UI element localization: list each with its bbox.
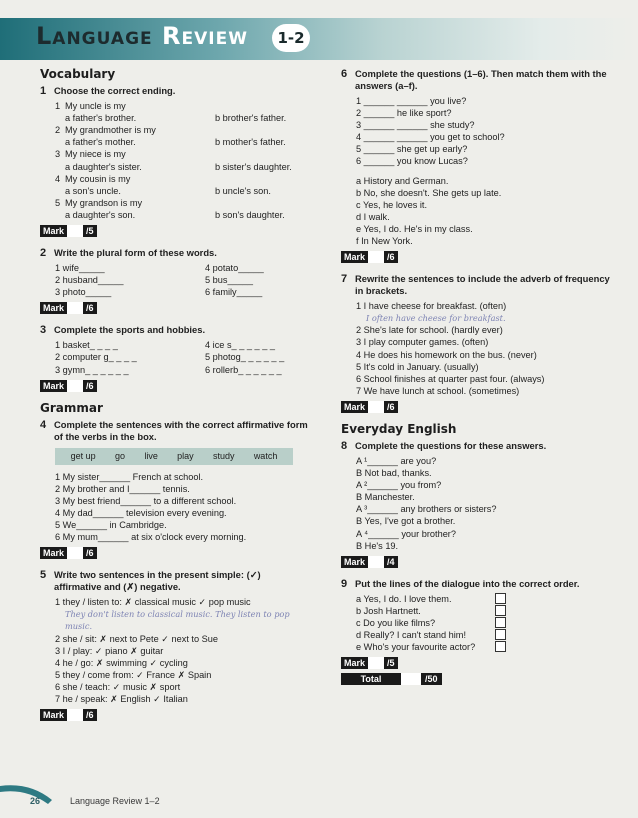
score-input[interactable] xyxy=(368,401,384,413)
dialogue-line: B Not bad, thanks. xyxy=(356,468,432,479)
mark-label: Mark xyxy=(341,556,368,568)
page-title xyxy=(36,22,248,50)
word-item[interactable]: 6 family_____ xyxy=(205,287,263,298)
sentence-item[interactable]: 6 My mum______ at six o'clock every morning. xyxy=(55,532,247,543)
exercise-6-answers xyxy=(341,175,611,248)
exercise-number: 3 xyxy=(40,324,47,337)
option-a[interactable]: a father's brother. xyxy=(65,113,137,124)
exercise-number: 8 xyxy=(341,439,348,452)
order-checkbox[interactable] xyxy=(495,593,506,604)
sentence-item[interactable]: 1 I have cheese for breakfast. (often) xyxy=(356,301,507,312)
item-stem: My niece is my xyxy=(65,149,126,160)
verb-option: get up xyxy=(70,451,96,462)
exercise-instruction: Write the plural form of these words. xyxy=(54,247,217,259)
word-item[interactable]: 2 computer g_ _ _ _ xyxy=(55,352,137,363)
exercise-5 xyxy=(40,569,308,721)
exercise-8-dialogue xyxy=(341,455,611,552)
exercise-number: 2 xyxy=(40,247,47,260)
mark-label: Mark xyxy=(40,380,67,392)
word-item[interactable]: 3 gymn_ _ _ _ _ _ xyxy=(55,364,129,375)
item-stem: My cousin is my xyxy=(65,173,131,184)
dialogue-line[interactable]: A ²______ you from? xyxy=(356,480,442,491)
answer-item: a History and German. xyxy=(356,175,449,186)
dialogue-line: B He's 19. xyxy=(356,540,399,551)
exercise-9 xyxy=(341,578,611,669)
dialogue-line: B Yes, I've got a brother. xyxy=(356,516,456,527)
option-b[interactable]: b son's daughter. xyxy=(215,209,285,220)
dialogue-line: c Do you like films? xyxy=(356,617,436,628)
mark-box xyxy=(341,251,611,263)
exercise-1-items xyxy=(40,100,308,221)
score-input[interactable] xyxy=(67,380,83,392)
prompt-item[interactable]: 7 he / speak: ✗ English ✓ Italian xyxy=(55,694,188,704)
answer-item: e Yes, I do. He's in my class. xyxy=(356,223,473,234)
word-item[interactable]: 2 husband_____ xyxy=(55,275,124,286)
question-item[interactable]: 6 ______ you know Lucas? xyxy=(356,156,468,167)
grammar-heading: Grammar xyxy=(40,400,103,415)
word-item[interactable]: 3 photo_____ xyxy=(55,287,112,298)
option-b[interactable]: b mother's father. xyxy=(215,137,286,148)
item-number: 3 xyxy=(55,149,61,160)
dialogue-line[interactable]: A ³______ any brothers or sisters? xyxy=(356,504,497,515)
total-max: /50 xyxy=(421,673,442,685)
max-score: /6 xyxy=(384,401,398,413)
word-item[interactable]: 5 bus_____ xyxy=(205,275,254,286)
exercise-number: 1 xyxy=(40,85,47,98)
exercise-number: 6 xyxy=(341,68,348,80)
sentence-item[interactable]: 4 My dad______ television every evening. xyxy=(55,507,227,518)
mark-label: Mark xyxy=(40,302,67,314)
dialogue-line[interactable]: A ⁴______ your brother? xyxy=(356,528,456,539)
vocabulary-heading: Vocabulary xyxy=(40,67,116,81)
exercise-instruction: Rewrite the sentences to include the adverb of frequency in brackets. xyxy=(355,273,610,297)
score-input[interactable] xyxy=(67,225,83,237)
sentence-item[interactable]: 5 It's cold in January. (usually) xyxy=(356,361,479,372)
sentence-item[interactable]: 7 We have lunch at school. (sometimes) xyxy=(356,385,520,396)
mark-box xyxy=(341,556,611,568)
exercise-9-lines xyxy=(341,593,611,653)
sentence-item[interactable]: 2 She's late for school. (hardly ever) xyxy=(356,325,503,336)
dialogue-line: e Who's your favourite actor? xyxy=(356,642,476,653)
score-input[interactable] xyxy=(67,709,83,721)
word-item[interactable]: 1 basket_ _ _ _ xyxy=(55,340,118,351)
handwritten-example: They don't listen to classical music. They listen to pop music. xyxy=(65,609,290,632)
exercise-number: 9 xyxy=(341,577,348,590)
dialogue-line[interactable]: A ¹______ are you? xyxy=(356,455,437,466)
dialogue-line: a Yes, I do. I love them. xyxy=(356,593,452,604)
exercise-7 xyxy=(341,273,611,413)
item-number: 4 xyxy=(55,173,61,184)
mark-box xyxy=(341,657,611,669)
mark-label: Mark xyxy=(341,657,368,669)
max-score: /6 xyxy=(83,302,97,314)
total-input[interactable] xyxy=(401,673,421,685)
exercise-4 xyxy=(40,419,308,560)
order-checkbox[interactable] xyxy=(495,641,506,652)
exercise-instruction: Complete the sentences with the correct affirmative form of the verbs in the box. xyxy=(54,418,308,442)
prompt-item[interactable]: 6 she / teach: ✓ music ✗ sport xyxy=(55,681,181,692)
exercise-7-items xyxy=(341,300,611,397)
mark-label: Mark xyxy=(40,547,67,559)
score-input[interactable] xyxy=(67,547,83,559)
option-b[interactable]: b uncle's son. xyxy=(215,185,271,196)
exercise-4-items xyxy=(40,471,308,544)
exercise-6-questions xyxy=(341,95,611,168)
sentence-item[interactable]: 1 My sister______ French at school. xyxy=(55,471,204,482)
score-input[interactable] xyxy=(368,657,384,669)
word-item[interactable]: 6 rollerb_ _ _ _ _ _ xyxy=(205,364,282,375)
order-checkbox[interactable] xyxy=(495,629,506,640)
title-review: Review xyxy=(162,22,248,50)
dialogue-line: b Josh Hartnett. xyxy=(356,605,421,616)
verb-option: play xyxy=(177,451,194,462)
word-item[interactable]: 1 wife_____ xyxy=(55,263,105,274)
sentence-item[interactable]: 3 My best friend______ to a different school. xyxy=(55,495,237,506)
title-language: Language xyxy=(36,22,153,50)
exercise-instruction: Complete the questions for these answers. xyxy=(355,439,547,451)
order-checkbox[interactable] xyxy=(495,605,506,616)
sentence-item[interactable]: 6 School finishes at quarter past four. (always) xyxy=(356,373,545,384)
mark-box xyxy=(40,302,308,314)
max-score: /5 xyxy=(384,657,398,669)
exercise-instruction: Write two sentences in the present simple: (✓) affirmative and (✗) negative. xyxy=(54,569,261,593)
right-column xyxy=(341,68,611,685)
max-score: /6 xyxy=(83,547,97,559)
exercise-8 xyxy=(341,440,611,568)
sentence-item[interactable]: 4 He does his homework on the bus. (never) xyxy=(356,349,537,360)
total-score-box xyxy=(341,673,611,685)
option-a[interactable]: a daughter's sister. xyxy=(65,161,142,172)
word-item[interactable]: 5 photog_ _ _ _ _ _ xyxy=(205,352,285,363)
item-number: 1 xyxy=(55,101,61,112)
item-stem: My uncle is my xyxy=(65,101,126,112)
mark-box xyxy=(341,401,611,413)
order-checkbox[interactable] xyxy=(495,617,506,628)
verb-box xyxy=(55,448,293,465)
page-number: 26 xyxy=(30,796,41,806)
unit-badge: 1-2 xyxy=(272,24,310,52)
max-score: /6 xyxy=(384,251,398,263)
exercise-instruction: Put the lines of the dialogue into the correct order. xyxy=(355,577,580,589)
question-item[interactable]: 5 ______ she get up early? xyxy=(356,144,468,155)
answer-item: b No, she doesn't. She gets up late. xyxy=(356,187,502,198)
verb-option: go xyxy=(115,451,126,462)
dialogue-line: d Really? I can't stand him! xyxy=(356,630,467,640)
mark-box xyxy=(40,547,308,559)
prompt-item[interactable]: 1 they / listen to: ✗ classical music ✓ pop music xyxy=(55,597,251,608)
question-item[interactable]: 3 ______ ______ she study? xyxy=(356,120,475,131)
item-stem: My grandson is my xyxy=(65,197,143,208)
exercise-instruction: Choose the correct ending. xyxy=(54,85,176,97)
sentence-item[interactable]: 2 My brother and I______ tennis. xyxy=(55,483,190,494)
prompt-item[interactable]: 3 I / play: ✓ piano ✗ guitar xyxy=(55,645,164,656)
exercise-3 xyxy=(40,324,308,391)
option-b[interactable]: b sister's daughter. xyxy=(215,161,292,172)
mark-label: Mark xyxy=(341,401,368,413)
max-score: /6 xyxy=(83,380,97,392)
exercise-1 xyxy=(40,85,308,237)
verb-option: watch xyxy=(253,451,278,462)
item-stem: My grandmother is my xyxy=(65,125,156,136)
exercise-number: 7 xyxy=(341,273,348,286)
prompt-item[interactable]: 2 she / sit: ✗ next to Pete ✓ next to Sue xyxy=(55,633,218,644)
exercise-number: 5 xyxy=(40,569,47,582)
prompt-item[interactable]: 5 they / come from: ✓ France ✗ Spain xyxy=(55,669,212,680)
answer-item: c Yes, he loves it. xyxy=(356,199,427,210)
exercise-6 xyxy=(341,68,611,263)
mark-label: Mark xyxy=(341,251,368,263)
exercise-number: 4 xyxy=(40,418,47,431)
score-input[interactable] xyxy=(67,302,83,314)
sentence-item[interactable]: 3 I play computer games. (often) xyxy=(356,337,489,348)
exercise-2-items xyxy=(40,262,308,298)
question-item[interactable]: 1 ______ ______ you live? xyxy=(356,96,467,106)
word-item[interactable]: 4 potato_____ xyxy=(205,263,264,274)
max-score: /5 xyxy=(83,225,97,237)
answer-item: d I walk. xyxy=(356,211,390,222)
mark-box xyxy=(40,380,308,392)
max-score: /6 xyxy=(83,709,97,721)
exercise-3-items xyxy=(40,339,308,375)
option-a[interactable]: a daughter's son. xyxy=(65,209,136,220)
mark-box xyxy=(40,225,308,237)
max-score: /4 xyxy=(384,556,398,568)
exercise-instruction: Complete the questions (1–6). Then match them with the answers (a–f). xyxy=(355,68,607,91)
footer-label: Language Review 1–2 xyxy=(70,796,160,806)
option-b[interactable]: b brother's father. xyxy=(215,113,287,124)
exercise-5-items xyxy=(40,596,308,705)
option-a[interactable]: a father's mother. xyxy=(65,137,136,148)
mark-label: Mark xyxy=(40,225,67,237)
option-a[interactable]: a son's uncle. xyxy=(65,185,121,196)
verb-option: live xyxy=(144,451,158,462)
dialogue-line: B Manchester. xyxy=(356,492,415,503)
score-input[interactable] xyxy=(368,251,384,263)
mark-label: Mark xyxy=(40,709,67,721)
item-number: 2 xyxy=(55,125,61,136)
sentence-item[interactable]: 5 We______ in Cambridge. xyxy=(55,520,167,531)
verb-option: study xyxy=(212,451,235,462)
exercise-instruction: Complete the sports and hobbies. xyxy=(54,324,206,336)
total-label: Total xyxy=(341,673,401,685)
answer-item: f In New York. xyxy=(356,236,413,247)
handwritten-example: I often have cheese for breakfast. xyxy=(366,313,506,324)
prompt-item[interactable]: 4 he / go: ✗ swimming ✓ cycling xyxy=(55,657,188,668)
left-column xyxy=(40,68,308,731)
word-item[interactable]: 4 ice s_ _ _ _ _ _ xyxy=(205,340,275,351)
mark-box xyxy=(40,709,308,721)
exercise-2 xyxy=(40,247,308,314)
question-item[interactable]: 4 ______ ______ you get to school? xyxy=(356,132,505,143)
item-number: 5 xyxy=(55,197,61,208)
question-item[interactable]: 2 ______ he like sport? xyxy=(356,108,452,119)
score-input[interactable] xyxy=(368,556,384,568)
everyday-english-heading: Everyday English xyxy=(341,421,457,436)
